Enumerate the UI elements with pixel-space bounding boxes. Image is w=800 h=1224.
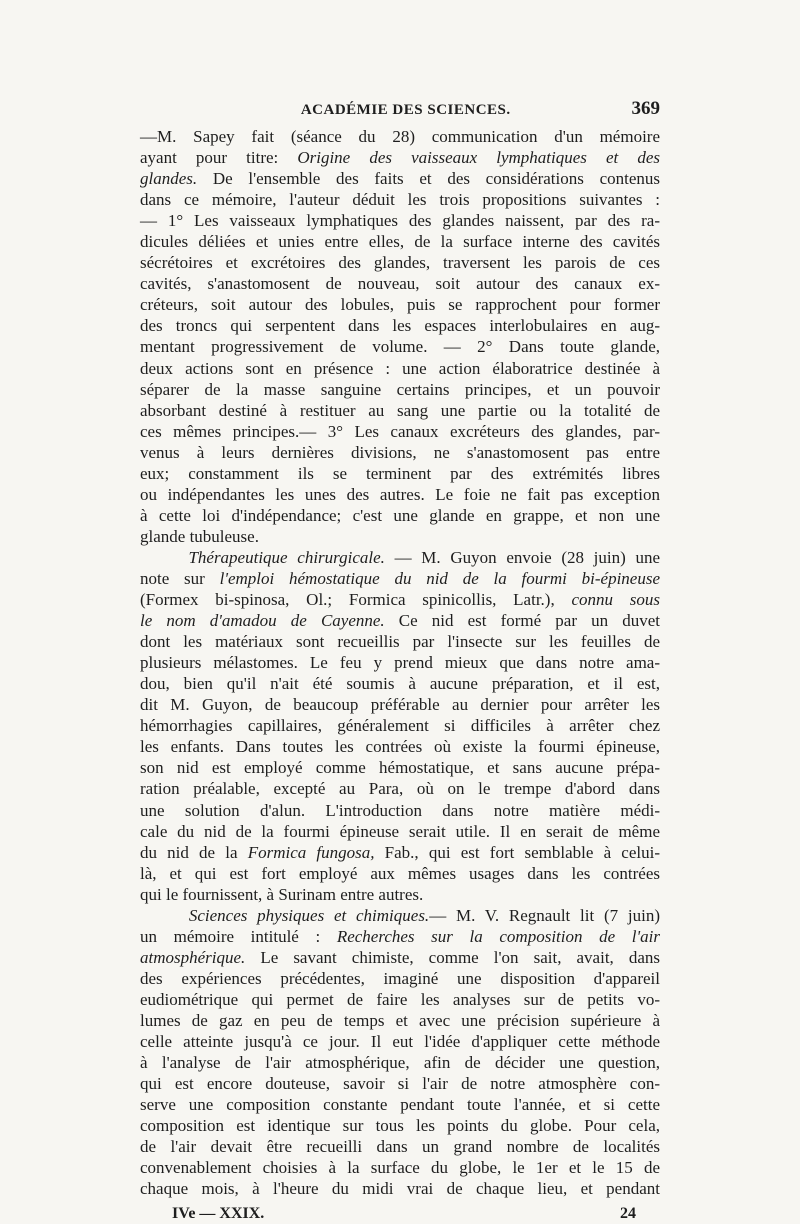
text-run: hémorrhagies capillaires, généralement si difficiles à arrêter chez	[140, 716, 660, 736]
text-line	[140, 884, 660, 905]
text-run: De l'ensemble des faits et des considérations contenus	[197, 169, 660, 189]
text-run: à l'analyse de l'air atmosphérique, afin de décider une question,	[140, 1053, 660, 1073]
text-run: dicules déliées et unies entre elles, de la surface interne des cavités	[140, 232, 660, 252]
text-line	[140, 1157, 660, 1178]
text-line	[140, 400, 660, 421]
text-line	[140, 421, 660, 442]
page-number: 369	[631, 98, 660, 119]
text-run: venus à leurs dernières divisions, ne s'anastomosent pas entre	[140, 442, 660, 462]
text-run: là, et qui est fort employé aux mêmes usages dans les contrées	[140, 863, 660, 883]
text-line	[140, 294, 660, 315]
text-run: glande tubuleuse.	[140, 526, 259, 546]
text-run: eux; constamment ils se terminent par des extrémités libres	[140, 463, 660, 483]
text-line	[140, 1115, 660, 1136]
text-line	[140, 126, 660, 147]
italic-run: le nom d'amadou de Cayenne.	[140, 611, 385, 631]
text-line	[140, 800, 660, 821]
text-run: un mémoire intitulé :	[140, 926, 337, 946]
text-line	[140, 568, 660, 589]
page	[140, 98, 660, 1224]
text-line	[140, 463, 660, 484]
page-title: ACADÉMIE DES SCIENCES.	[300, 102, 511, 118]
text-run: ayant pour titre:	[140, 148, 298, 168]
italic-run: Origine des vaisseaux lymphatiques et des	[297, 148, 661, 168]
text-line	[140, 336, 660, 357]
text-run: absorbant destiné à restituer au sang une partie ou la totalité de	[140, 400, 660, 420]
text-line	[140, 989, 660, 1010]
text-line	[140, 231, 660, 252]
text-run: ou indépendantes les unes des autres. Le foie ne fait pas exception	[140, 484, 660, 504]
text-run: —M. Sapey fait (séance du 28) communication d'un mémoire	[140, 127, 660, 146]
text-line	[140, 189, 660, 210]
text-run: ces mêmes principes.— 3° Les canaux excréteurs des glandes, par-	[140, 421, 660, 441]
text-run: qui est encore douteuse, savoir si l'air de notre atmosphère con-	[140, 1074, 660, 1094]
italic-run: glandes.	[140, 169, 198, 189]
text-line	[140, 821, 660, 842]
sheet-number: 24	[620, 1205, 636, 1223]
text-line	[140, 673, 660, 694]
text-run: plusieurs mélastomes. Le feu y prend mieux que dans notre ama-	[140, 653, 660, 673]
text-run: (Formex bi-spinosa, Ol.; Formica spinicollis, Latr.),	[140, 590, 572, 610]
text-run: une solution d'alun. L'introduction dans notre matière médi-	[140, 800, 660, 820]
text-run	[140, 906, 189, 925]
text-run: cale du nid de la fourmi épineuse serait utile. Il en serait de même	[140, 821, 660, 841]
text-line	[140, 905, 660, 926]
italic-run: connu sous	[571, 590, 660, 610]
text-line	[140, 863, 660, 884]
text-run: celle atteinte jusqu'à ce jour. Il eut l'idée d'appliquer cette méthode	[140, 1032, 660, 1052]
text-run: sécrétoires et excrétoires des glandes, traversent les parois de ces	[140, 253, 660, 273]
text-run: — M. V. Regnault lit (7 juin)	[429, 905, 661, 925]
italic-run: Thérapeutique chirurgicale.	[188, 547, 385, 567]
text-run: dou, bien qu'il n'ait été soumis à aucune préparation, et il est,	[140, 674, 660, 694]
text-line	[140, 526, 660, 547]
text-run: cavités, s'anastomosent de nouveau, soit autour des canaux ex-	[140, 274, 660, 294]
text-line	[140, 842, 660, 863]
text-line	[140, 631, 660, 652]
text-line	[140, 610, 660, 631]
text-line	[140, 778, 660, 799]
text-line	[140, 1136, 660, 1157]
text-line	[140, 358, 660, 379]
text-run: de l'air devait être recueilli dans un grand nombre de localités	[140, 1137, 660, 1157]
text-run	[140, 548, 188, 567]
text-run: lumes de gaz en peu de temps et avec une précision supérieure à	[140, 1010, 660, 1030]
text-line	[140, 1073, 660, 1094]
italic-run: atmosphérique.	[140, 947, 246, 967]
text-line	[140, 652, 660, 673]
italic-run: l'emploi hémostatique du nid de la fourmi bi-épineuse	[219, 568, 660, 588]
text-run: note sur	[140, 568, 220, 588]
text-line	[140, 210, 660, 231]
text-line	[140, 505, 660, 526]
text-line	[140, 926, 660, 947]
page-footer	[140, 1203, 660, 1224]
text-run: convenablement choisies à la surface du globe, le 1er et le 15 de	[140, 1158, 660, 1178]
running-head	[140, 98, 660, 126]
italic-run: Formica fungosa,	[247, 842, 375, 862]
text-line	[140, 947, 660, 968]
text-run: son nid est employé comme hémostatique, et sans aucune prépa-	[140, 758, 660, 778]
text-line	[140, 315, 660, 336]
text-line	[140, 1010, 660, 1031]
signature-mark: IVe — XXIX.	[172, 1205, 265, 1223]
text-line	[140, 694, 660, 715]
text-run: séparer de la masse sanguine certains principes, et un pouvoir	[140, 379, 660, 399]
text-run: deux actions sont en présence : une action élaboratrice destinée à	[140, 358, 660, 378]
text-line	[140, 1052, 660, 1073]
text-run: — M. Guyon envoie (28 juin) une	[384, 547, 661, 567]
text-run: eudiométrique qui permet de faire les analyses sur de petits vo-	[140, 989, 660, 1009]
text-run: dans ce mémoire, l'auteur déduit les trois propositions suivantes :	[140, 190, 660, 210]
text-run: Le savant chimiste, comme l'on sait, avait, dans	[245, 947, 660, 967]
text-line	[140, 147, 660, 168]
text-line	[140, 1031, 660, 1052]
italic-run: Sciences physiques et chimiques.	[188, 905, 430, 925]
text-run: des troncs qui serpentent dans les espaces interlobulaires en aug-	[140, 316, 660, 336]
text-run: serve une composition constante pendant toute l'année, et si cette	[140, 1095, 660, 1115]
text-run: — 1° Les vaisseaux lymphatiques des glandes naissent, par des ra-	[140, 211, 660, 231]
text-run: des expériences précédentes, imaginé une disposition d'appareil	[140, 968, 660, 988]
text-run: Fab., qui est fort semblable à celui-	[374, 842, 660, 862]
text-run: chaque mois, à l'heure du midi vrai de chaque lieu, et pendant	[140, 1179, 660, 1199]
text-line	[140, 547, 660, 568]
body-text	[140, 126, 660, 1199]
text-line	[140, 1094, 660, 1115]
text-run: mentant progressivement de volume. — 2° Dans toute glande,	[140, 337, 660, 357]
text-line	[140, 1178, 660, 1199]
text-run: du nid de la	[140, 842, 248, 862]
text-line	[140, 168, 660, 189]
italic-run: Recherches sur la composition de l'air	[336, 926, 660, 946]
text-line	[140, 736, 660, 757]
text-run: dont les matériaux sont recueillis par l'insecte sur les feuilles de	[140, 632, 660, 652]
text-run: à cette loi d'indépendance; c'est une glande en grappe, et non une	[140, 505, 660, 525]
text-run: qui le fournissent, à Surinam entre autres.	[140, 884, 424, 904]
text-line	[140, 484, 660, 505]
text-run: créteurs, soit autour des lobules, puis se rapprochent pour former	[140, 295, 660, 315]
text-run: ration préalable, excepté au Para, où on le trempe d'abord dans	[140, 779, 660, 799]
text-run: Ce nid est formé par un duvet	[384, 611, 660, 631]
text-run: dit M. Guyon, de beaucoup préférable au dernier pour arrêter les	[140, 695, 660, 715]
text-line	[140, 442, 660, 463]
text-line	[140, 757, 660, 778]
text-run: composition est identique sur tous les points du globe. Pour cela,	[140, 1116, 660, 1136]
text-line	[140, 589, 660, 610]
text-line	[140, 968, 660, 989]
text-line	[140, 273, 660, 294]
text-line	[140, 252, 660, 273]
text-line	[140, 379, 660, 400]
text-line	[140, 715, 660, 736]
text-run: les enfants. Dans toutes les contrées où existe la fourmi épineuse,	[140, 737, 660, 757]
